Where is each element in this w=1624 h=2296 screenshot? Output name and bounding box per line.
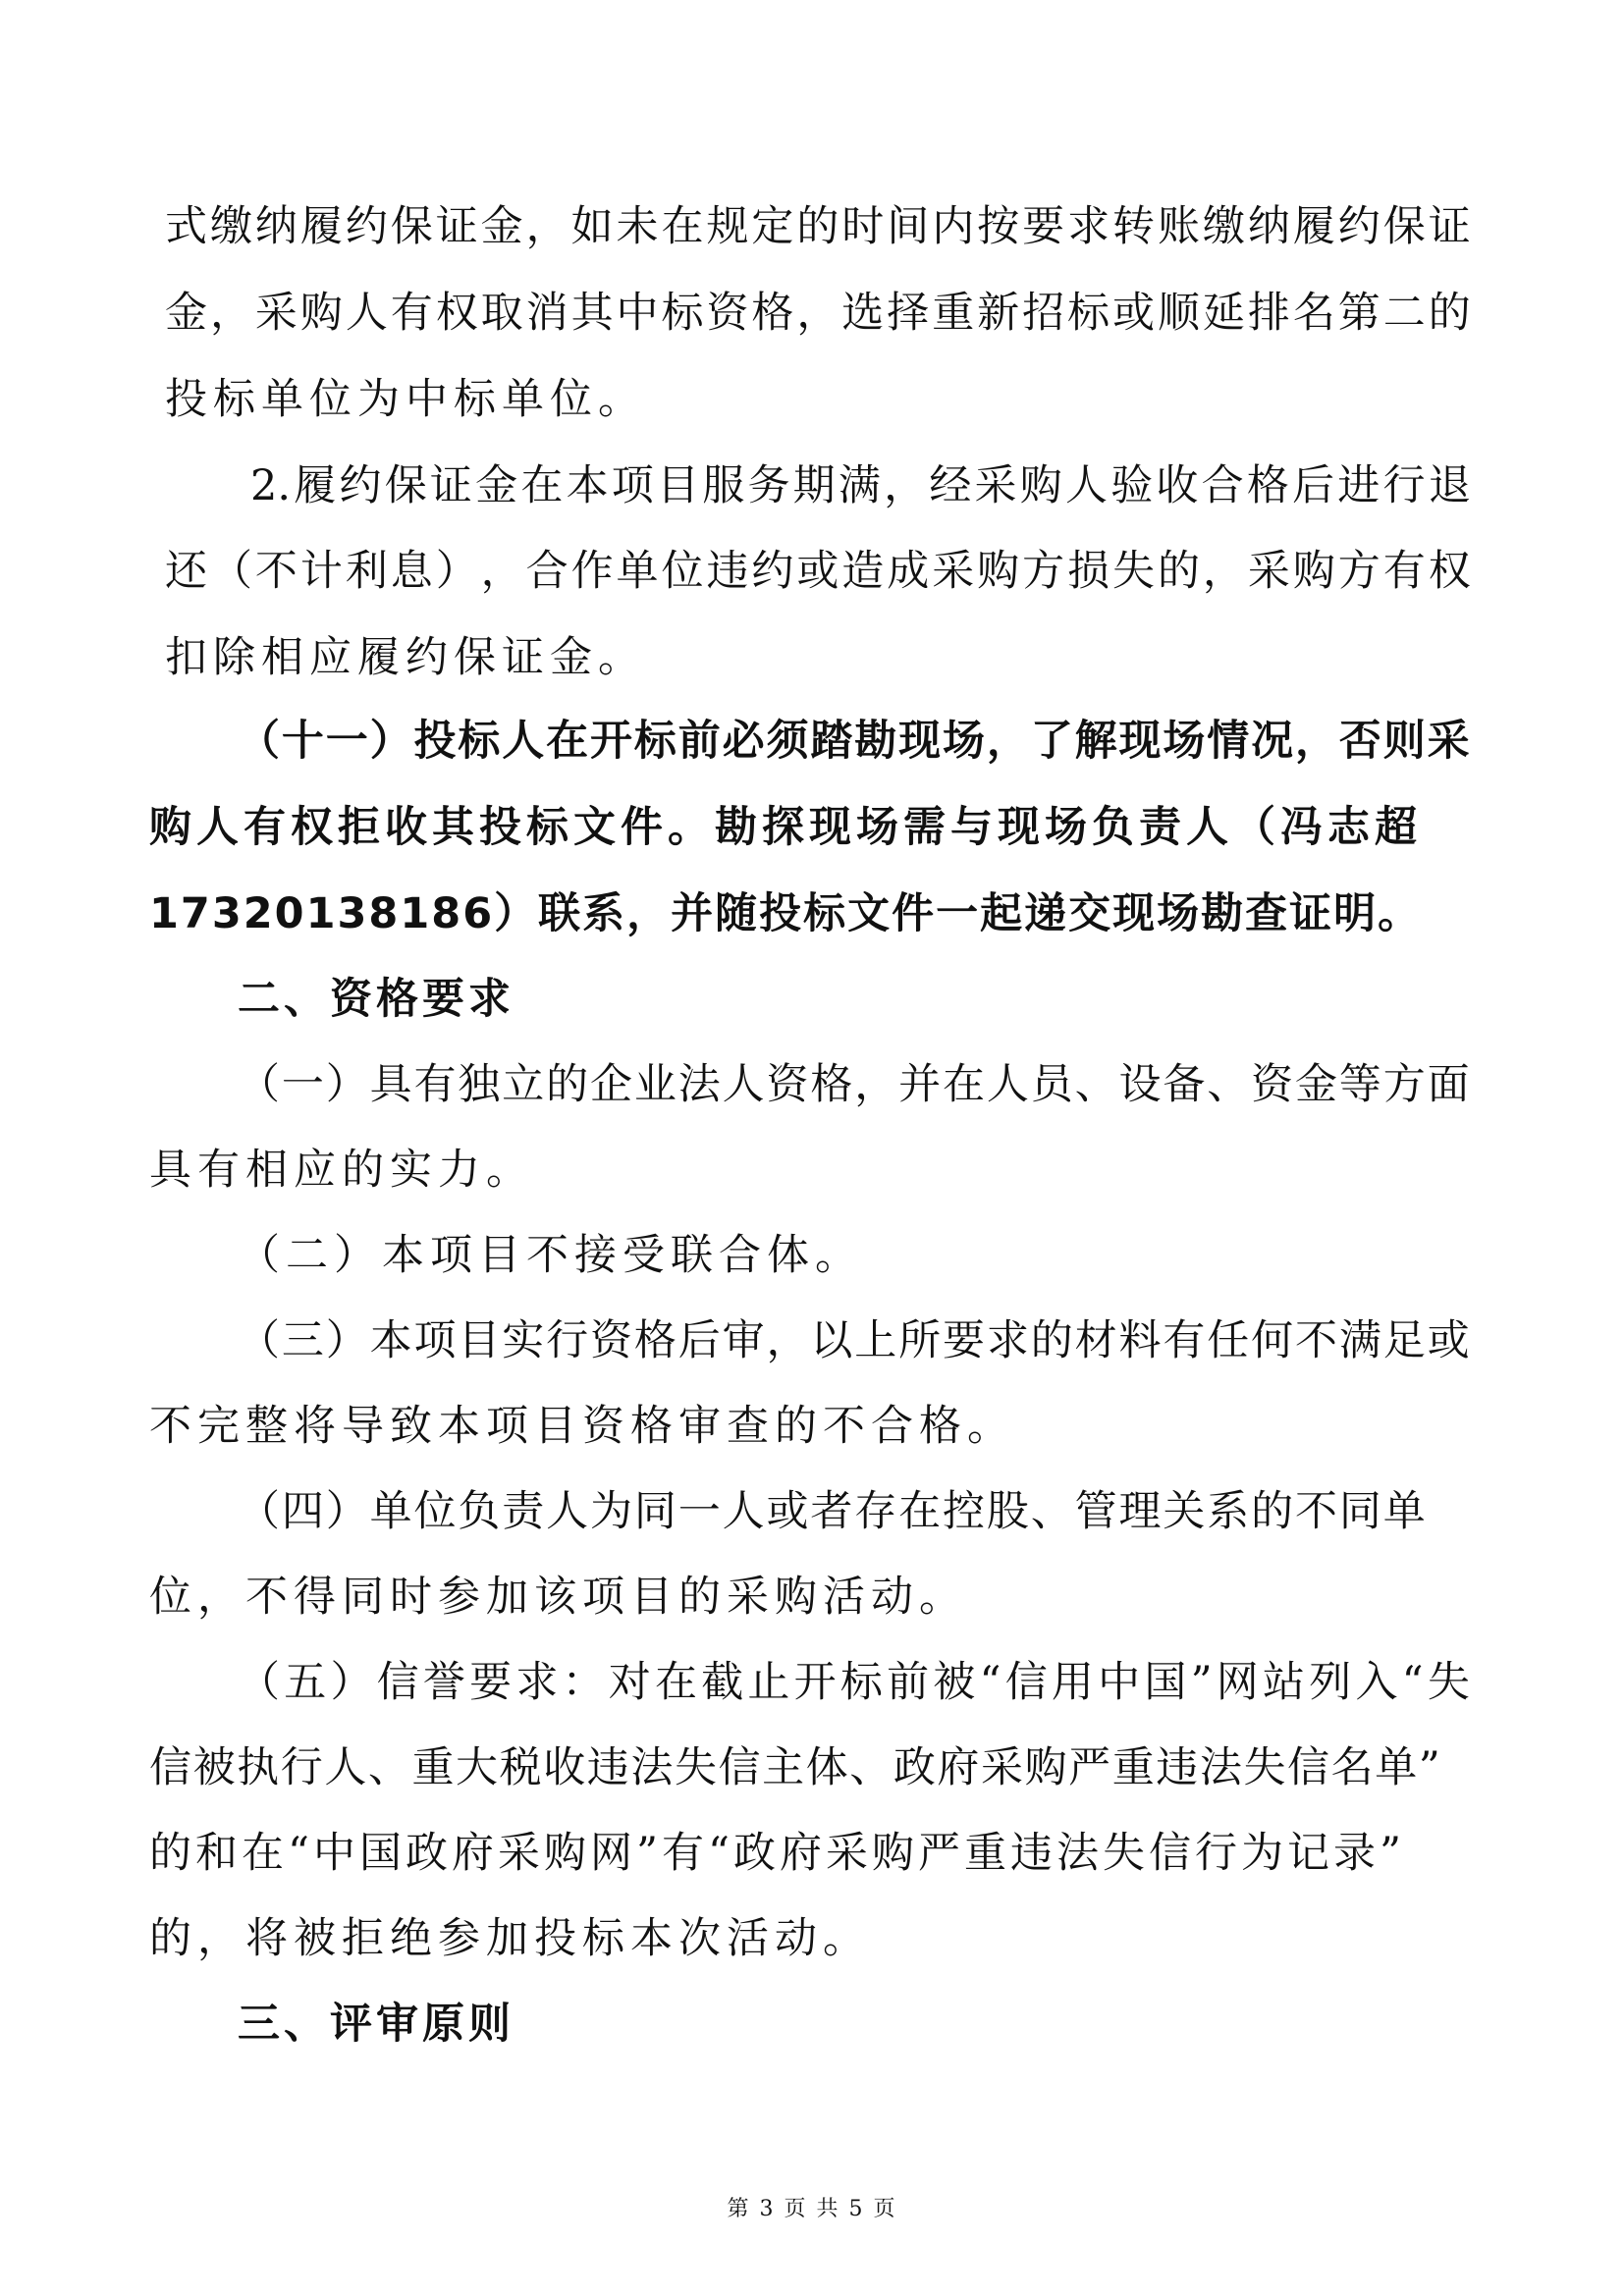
paragraph-line: （ 四 ） 单 位 负 责 人 为 同 一 人 或 者 存 在 控 股 、 管 理 关 系 的 不 同 单 <box>238 1487 1426 1536</box>
paragraph-line: 信 被 执 行 人 、 重 大 税 收 违 法 失 信 主 体 、 政 府 采 购 严 重 违 法 失 信 名 单 ” <box>149 1743 1440 1792</box>
paragraph-line: 不完整将导致本项目资格审查的不合格。 <box>149 1402 1015 1451</box>
section-heading: 三、评审原则 <box>238 2000 514 2049</box>
paragraph-line: （ 一 ） 具 有 独 立 的 企 业 法 人 资 格 ， 并 在 人 员 、 设 备 、 资 金 等 方 面 <box>238 1060 1470 1109</box>
paragraph-line: 扣除相应履约保证金。 <box>165 633 646 682</box>
bold-paragraph-line: 购人有权拒收其投标文件。勘探现场需与现场负责人（冯志超 <box>149 803 1422 852</box>
page-footer: 第 3 页 共 5 页 <box>727 2197 897 2221</box>
paragraph-line: 具有相应的实力。 <box>149 1146 534 1195</box>
section-heading: 二、资格要求 <box>238 975 514 1024</box>
paragraph-line: 的 和 在 “ 中 国 政 府 采 购 网 ” 有 “ 政 府 采 购 严 重 违 法 失 信 行 为 记 录 ” <box>149 1829 1401 1878</box>
paragraph-line: 位，不得同时参加该项目的采购活动。 <box>149 1573 967 1622</box>
paragraph-line: 2. 履 约 保 证 金 在 本 项 目 服 务 期 满 ， 经 采 购 人 验 收 合 格 后 进 行 退 <box>250 461 1471 510</box>
paragraph-line: 的，将被拒绝参加投标本次活动。 <box>149 1914 871 1963</box>
paragraph-line: 还 （ 不 计 利 息 ） ， 合 作 单 位 违 约 或 造 成 采 购 方 损 失 的 ， 采 购 方 有 权 <box>165 547 1471 596</box>
bold-paragraph-line: （ 十 一 ） 投 标 人 在 开 标 前 必 须 踏 勘 现 场 ， 了 解 现 场 情 况 ， 否 则 采 <box>238 717 1470 766</box>
paragraph-line: （二）本项目不接受联合体。 <box>238 1231 863 1280</box>
bold-paragraph-line: 17320138186）联系，并随投标文件一起递交现场勘查证明。 <box>149 889 1423 938</box>
paragraph-line: 式 缴 纳 履 约 保 证 金 ， 如 未 在 规 定 的 时 间 内 按 要 求 转 账 缴 纳 履 约 保 证 <box>165 202 1471 251</box>
paragraph-line: 金 ， 采 购 人 有 权 取 消 其 中 标 资 格 ， 选 择 重 新 招 标 或 顺 延 排 名 第 二 的 <box>165 289 1471 338</box>
paragraph-line: （ 五 ） 信 誉 要 求 ： 对 在 截 止 开 标 前 被 “ 信 用 中 国 ” 网 站 列 入 “ 失 <box>238 1658 1470 1707</box>
paragraph-line: （ 三 ） 本 项 目 实 行 资 格 后 审 ， 以 上 所 要 求 的 材 料 有 任 何 不 满 足 或 <box>238 1316 1470 1365</box>
paragraph-line: 投标单位为中标单位。 <box>165 375 646 424</box>
